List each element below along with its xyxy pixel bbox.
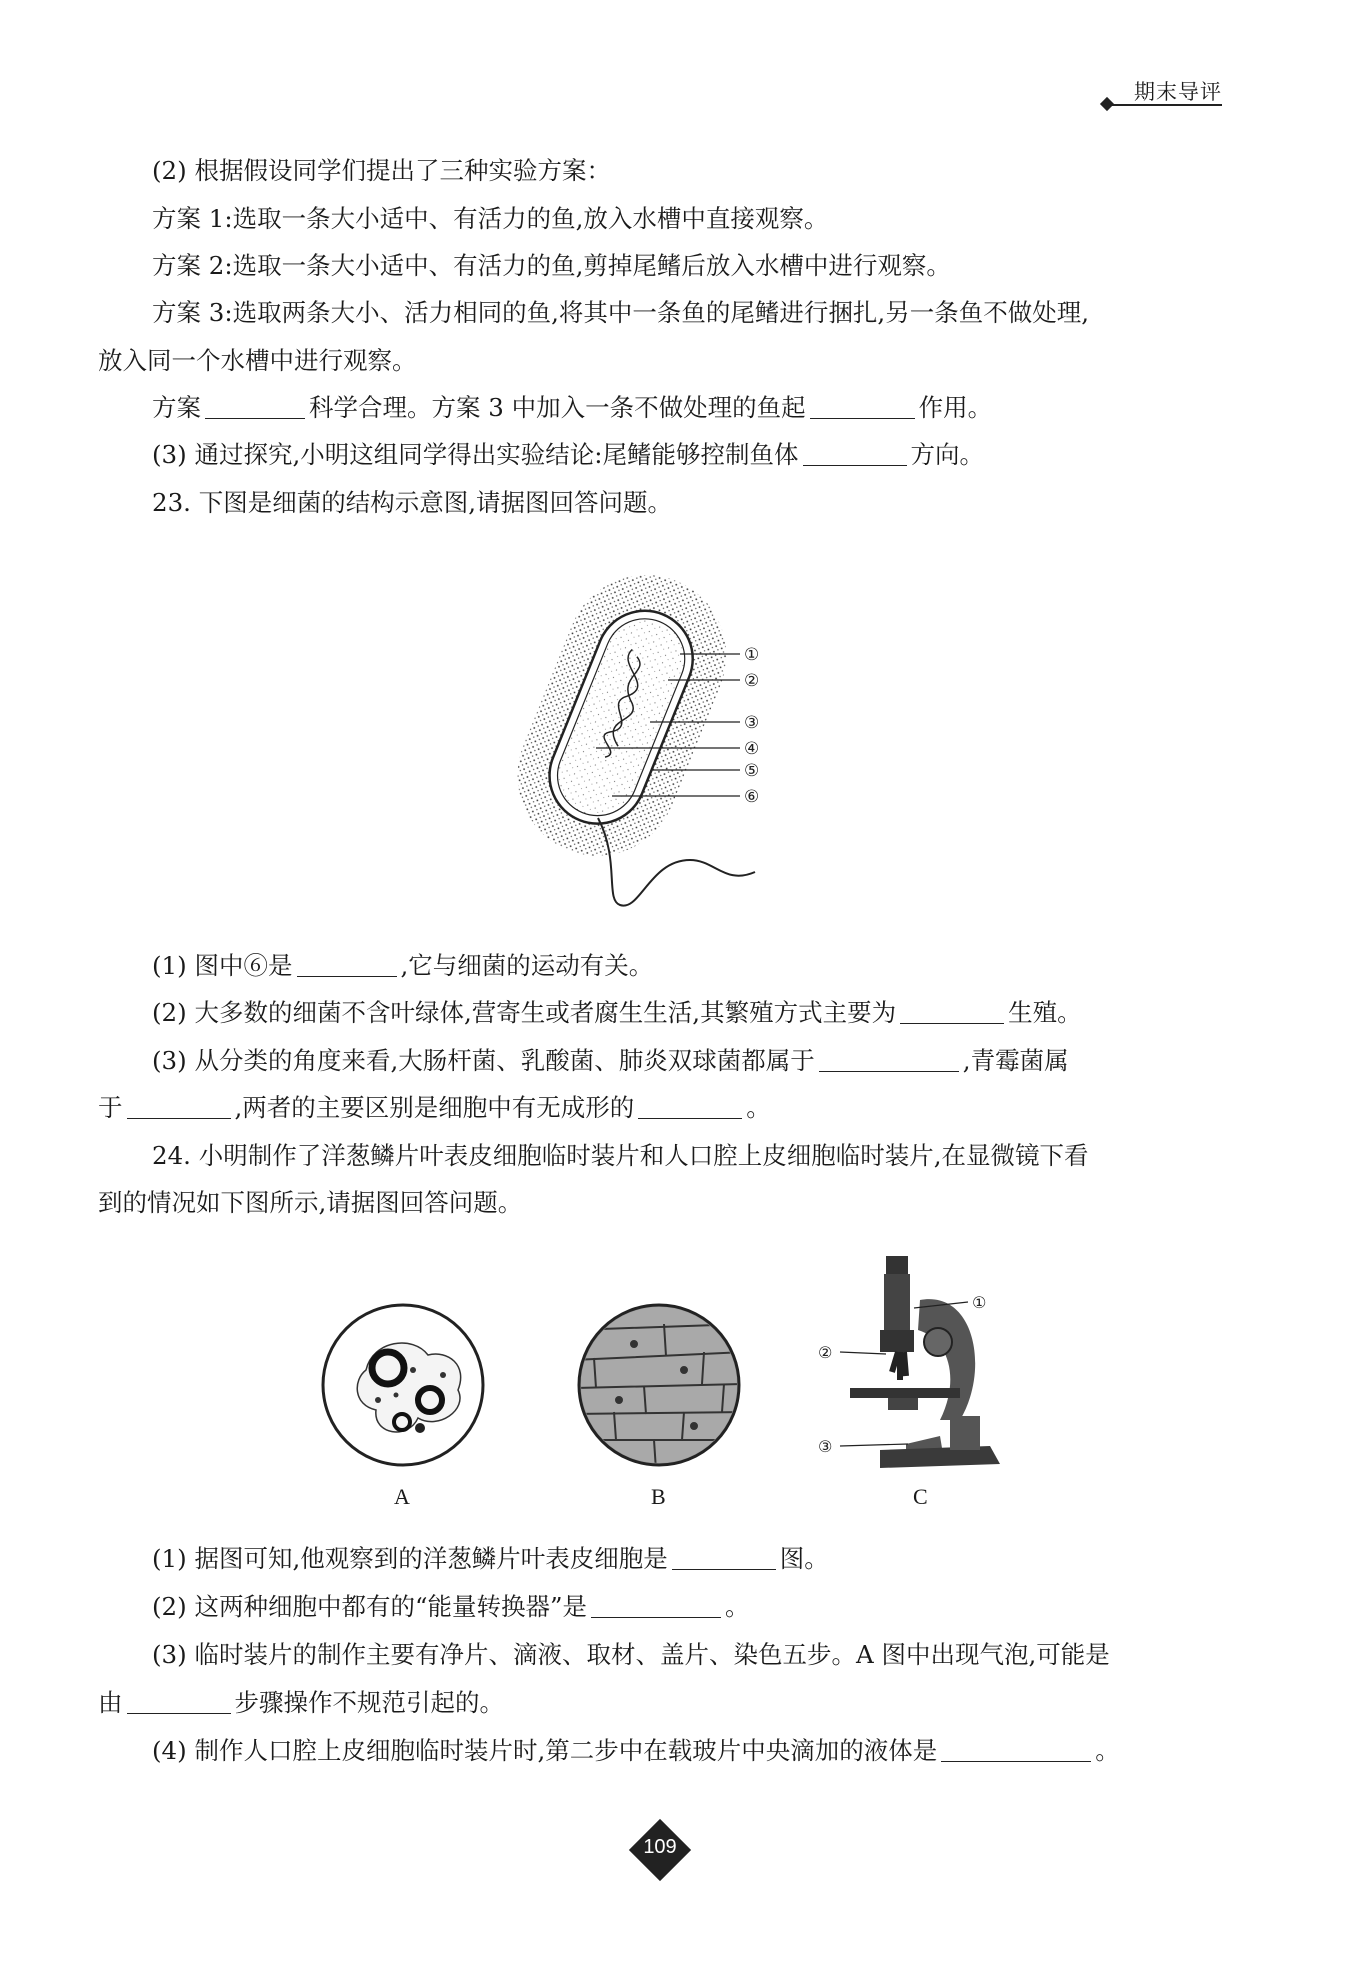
q23-part2-b: 生殖。 (1008, 998, 1082, 1027)
answer-blank-energy-converter[interactable] (591, 1595, 721, 1618)
caption-b: B (651, 1484, 666, 1509)
q24-part2-b: 。 (725, 1592, 750, 1621)
q24-part4-a: (4) 制作人口腔上皮细胞临时装片时,第二步中在载玻片中央滴加的液体是 (152, 1736, 938, 1765)
q24-part2 (152, 1592, 750, 1622)
q22-fill-a: 方案 (152, 393, 201, 422)
q23-part3-a: (3) 从分类的角度来看,大肠杆菌、乳酸菌、肺炎双球菌都属于 (152, 1046, 815, 1075)
q24-part3-a: 由 (98, 1688, 123, 1717)
q24-part1-a: (1) 据图可知,他观察到的洋葱鳞片叶表皮细胞是 (152, 1544, 668, 1573)
caption-a: A (394, 1484, 410, 1509)
q22-part2-intro: (2) 根据假设同学们提出了三种实验方案： (152, 156, 611, 185)
answer-blank-eukaryote[interactable] (127, 1096, 231, 1119)
plan-2: 方案 2:选取一条大小适中、有活力的鱼,剪掉尾鳍后放入水槽中进行观察。 (152, 251, 951, 280)
header-rule (1102, 104, 1222, 106)
figure-c-microscope (800, 1250, 1010, 1480)
answer-blank-nucleus[interactable] (638, 1096, 742, 1119)
q22-part3-a: (3) 通过探究,小明这组同学得出实验结论:尾鳍能够控制鱼体 (152, 440, 799, 469)
figure-b-onion-cells (574, 1300, 744, 1470)
q22-part3-b: 方向。 (910, 440, 985, 469)
answer-blank-reproduction[interactable] (900, 1001, 1004, 1024)
page-number: 109 (643, 1836, 677, 1858)
header-diamond-icon (1100, 97, 1114, 111)
figure-a-cheek-cells (318, 1300, 488, 1470)
caption-c: C (913, 1484, 928, 1509)
q23-part3-line1 (152, 1046, 1069, 1076)
q24-part1-b: 图。 (779, 1544, 829, 1573)
answer-blank-prokaryote[interactable] (819, 1049, 959, 1072)
q23-part3-c: 于 (98, 1093, 123, 1122)
q23-part3-b: ,青霉菌属 (962, 1046, 1069, 1075)
running-header: 期末导评 (1134, 80, 1222, 104)
answer-blank-flagellum[interactable] (297, 954, 397, 977)
bacteria-structure-diagram (500, 560, 830, 920)
bacteria-label-4: ④ (744, 739, 760, 759)
answer-blank-direction[interactable] (803, 443, 907, 466)
q23-part1 (152, 951, 653, 981)
answer-blank-plan[interactable] (205, 396, 305, 419)
q24-part1 (152, 1544, 829, 1574)
microscope-label-2: ② (818, 1343, 833, 1362)
bacteria-label-1: ① (744, 645, 760, 665)
q24-part3-line2 (98, 1688, 504, 1718)
q23-part1-b: ,它与细菌的运动有关。 (400, 951, 654, 980)
q24-title-line2: 到的情况如下图所示,请据图回答问题。 (98, 1188, 523, 1217)
q24-part2-a: (2) 这两种细胞中都有的“能量转换器”是 (152, 1592, 588, 1621)
plan-3-line1: 方案 3:选取两条大小、活力相同的鱼,将其中一条鱼的尾鳍进行捆扎,另一条鱼不做处理, (152, 298, 1089, 327)
q24-title-line1: 24. 小明制作了洋葱鳞片叶表皮细胞临时装片和人口腔上皮细胞临时装片,在显微镜下看 (152, 1141, 1089, 1170)
q24-part4-b: 。 (1095, 1736, 1120, 1765)
q23-part2 (152, 998, 1082, 1028)
q24-part3-b: 步骤操作不规范引起的。 (234, 1688, 504, 1717)
q23-part3-e: 。 (746, 1093, 771, 1122)
q22-fill-line (152, 393, 992, 423)
q22-fill-c: 作用。 (918, 393, 993, 422)
q24-part4 (152, 1736, 1120, 1766)
microscope-label-3: ③ (818, 1437, 833, 1456)
answer-blank-step[interactable] (127, 1691, 231, 1714)
bacteria-label-2: ② (744, 671, 760, 691)
q23-part3-line2 (98, 1093, 771, 1123)
answer-blank-control[interactable] (810, 396, 915, 419)
bacteria-label-6: ⑥ (744, 787, 760, 807)
microscope-label-1: ① (972, 1293, 987, 1312)
bacteria-label-5: ⑤ (744, 761, 760, 781)
q22-fill-b: 科学合理。方案 3 中加入一条不做处理的鱼起 (309, 393, 806, 422)
bacteria-label-3: ③ (744, 713, 760, 733)
q23-part2-a: (2) 大多数的细菌不含叶绿体,营寄生或者腐生生活,其繁殖方式主要为 (152, 998, 897, 1027)
q22-part3 (152, 440, 984, 470)
plan-3-line2: 放入同一个水槽中进行观察。 (98, 346, 417, 375)
plan-1: 方案 1:选取一条大小适中、有活力的鱼,放入水槽中直接观察。 (152, 204, 829, 233)
answer-blank-liquid[interactable] (941, 1739, 1091, 1762)
q24-part3-line1: (3) 临时装片的制作主要有净片、滴液、取材、盖片、染色五步。A 图中出现气泡,可能是 (152, 1640, 1110, 1669)
answer-blank-figure[interactable] (672, 1547, 776, 1570)
q23-title: 23. 下图是细菌的结构示意图,请据图回答问题。 (152, 488, 673, 517)
q23-part1-a: (1) 图中⑥是 (152, 951, 293, 980)
q23-part3-d: ,两者的主要区别是细胞中有无成形的 (234, 1093, 635, 1122)
